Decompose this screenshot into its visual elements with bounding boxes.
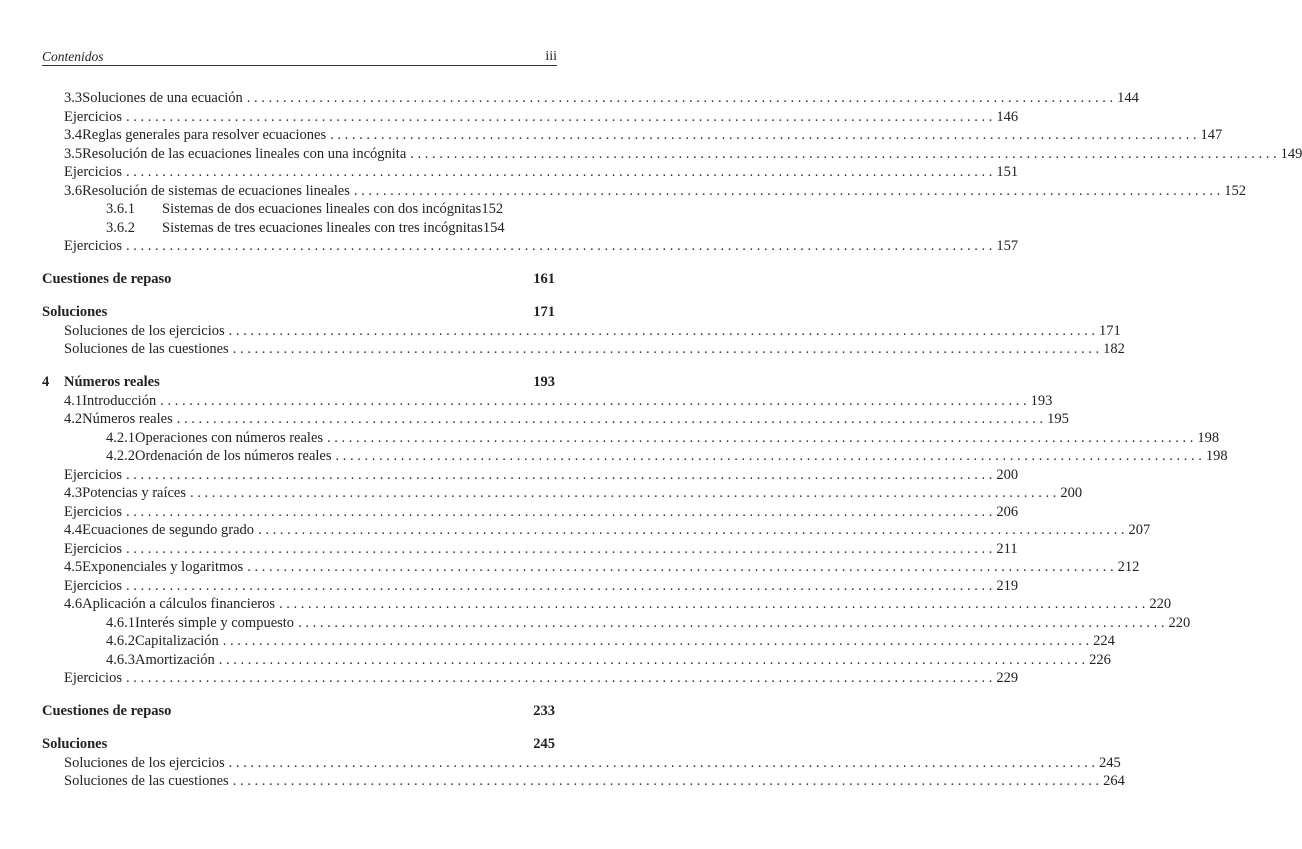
dot-leader: . . . . . . . . . . . . . . . . . . . . . . . . . . . . . . . . . . . . . . . . . . . . . . . . . . . . . . . . . . . . . . . . . . . . . . . . . . . . . . . . . . . . . . . . . . . . . . . . . . . . . . . . . . . . . . . . . . . . . . . . (125, 503, 993, 520)
dot-leader: . . . . . . . . . . . . . . . . . . . . . . . . . . . . . . . . . . . . . . . . . . . . . . . . . . . . . . . . . . . . . . . . . . . . . . . . . . . . . . . . . . . . . . . . . . . . . . . . . . . . . . . . . . . . . . . . . . . . . . . . (125, 466, 993, 483)
page-number: 207 (1128, 522, 1151, 538)
entry-title: Resolución de las ecuaciones lineales con una incógnita (82, 145, 407, 162)
toc-entry[interactable] (42, 447, 1228, 466)
page-number: 245 (533, 736, 555, 752)
page-number: 226 (1089, 651, 1111, 668)
section-number: 4.6 (64, 596, 83, 612)
page-number: 151 (996, 164, 1019, 180)
entry-title: Introducción (82, 392, 157, 409)
entry-title: Soluciones de los ejercicios (64, 322, 225, 339)
page-number: 224 (1093, 633, 1115, 649)
dot-leader: . . . . . . . . . . . . . . . . . . . . . . . . . . . . . . . . . . . . . . . . . . . . . . . . . . . . . . . . . . . . . . . . . . . . . . . . . . . . . . . . . . . . . . . . . . . . . . . . . . . . . . . . . . . . . . . . . . . . . . . . (278, 596, 1146, 612)
toc-entry[interactable] (42, 182, 1247, 201)
page-number: 195 (1047, 411, 1069, 427)
dot-leader: . . . . . . . . . . . . . . . . . . . . . . . . . . . . . . . . . . . . . . . . . . . . . . . . . . . . . . . . . . . . . . . . . . . . . . . . . . . . . . . . . . . . . . . . . . . . . . . . . . . . . . . . . . . . . . . . . . . . . . . . (228, 754, 1096, 771)
page-number: 200 (996, 466, 1019, 483)
dot-leader: . . . . . . . . . . . . . . . . . . . . . . . . . . . . . . . . . . . . . . . . . . . . . . . . . . . . . . . . . . . . . . . . . . . . . . . . . . . . . . . . . . . . . . . . . . . . . . . . . . . . . . . . . . . . . . . . . . . . . . . . (190, 485, 1057, 501)
dot-leader: . . . . . . . . . . . . . . . . . . . . . . . . . . . . . . . . . . . . . . . . . . . . . . . . . . . . . . . . . . . . . . . . . . . . . . . . . . . . . . . . . . . . . . . . . . . . . . . . . . . . . . . . . . . . . . . . . . . . . . . . (176, 411, 1044, 427)
page-number: 171 (1099, 322, 1121, 339)
entry-title: Soluciones (42, 304, 108, 320)
dot-leader: . . . . . . . . . . . . . . . . . . . . . . . . . . . . . . . . . . . . . . . . . . . . . . . . . . . . . . . . . . . . . . . . . . . . . . . . . . . . . . . . . . . . . . . . . . . . . . . . . . . . . . . . . . . . . . . . . . . . . . . . (125, 540, 993, 557)
dot-leader: . . . . . . . . . . . . . . . . . . . . . . . . . . . . . . . . . . . . . . . . . . . . . . . . . . . . . . . . . . . . . . . . . . . . . . . . . . . . . . . . . . . . . . . . . . . . . . . . . . . . . . . . . . . . . . . . . . . . . . . . (222, 633, 1090, 649)
toc-entry[interactable] (42, 614, 1191, 633)
toc-entry[interactable] (42, 219, 555, 238)
entry-title: Ejercicios (64, 503, 122, 520)
page-number: 161 (533, 271, 555, 287)
section-number: 4.3 (64, 485, 83, 501)
dot-leader: . . . . . . . . . . . . . . . . . . . . . . . . . . . . . . . . . . . . . . . . . . . . . . . . . . . . . . . . . . . . . . . . . . . . . . . . . . . . . . . . . . . . . . . . . . . . . . . . . . . . . . . . . . . . . . . . . . . . . . . . (232, 341, 1100, 357)
page-number: 152 (481, 201, 504, 217)
entry-title: Ordenación de los números reales (135, 448, 332, 464)
table-of-contents (42, 89, 1302, 791)
entry-title: Reglas generales para resolver ecuaciones (82, 127, 327, 143)
toc-entry[interactable] (42, 669, 1019, 688)
dot-leader: . . . . . . . . . . . . . . . . . . . . . . . . . . . . . . . . . . . . . . . . . . . . . . . . . . . . . . . . . . . . . . . . . . . . . . . . . . . . . . . . . . . . . . . . . . . . . . . . . . . . . . . . . . . . . . . . . . . . . . . . (232, 773, 1100, 789)
entry-title: Exponenciales y logaritmos (82, 559, 244, 575)
section-number: 4.2.1 (106, 429, 135, 446)
toc-chapter-heading[interactable] (42, 373, 555, 392)
toc-entry[interactable] (42, 772, 1125, 791)
toc-entry[interactable] (42, 754, 1121, 773)
toc-entry[interactable] (42, 108, 1019, 127)
section-number: 4.2 (64, 411, 83, 427)
entry-title: Soluciones de los ejercicios (64, 754, 225, 771)
entry-title: Números reales (64, 374, 160, 390)
page-number: 193 (533, 374, 555, 390)
toc-entry[interactable] (42, 410, 1069, 429)
dot-leader: . . . . . . . . . . . . . . . . . . . . . . . . . . . . . . . . . . . . . . . . . . . . . . . . . . . . . . . . . . . . . . . . . . . . . . . . . . . . . . . . . . . . . . . . . . . . . . . . . . . . . . . . . . . . . . . . . . . . . . . . (160, 392, 1027, 409)
entry-title: Soluciones de una ecuación (82, 90, 243, 106)
page-number: 152 (1224, 182, 1247, 199)
entry-title: Cuestiones de repaso (42, 703, 172, 719)
page-number: 220 (1149, 596, 1172, 612)
page-number: 233 (533, 703, 555, 719)
page-number: 157 (996, 238, 1019, 254)
page-number: 182 (1103, 341, 1125, 357)
dot-leader: . . . . . . . . . . . . . . . . . . . . . . . . . . . . . . . . . . . . . . . . . . . . . . . . . . . . . . . . . . . . . . . . . . . . . . . . . . . . . . . . . . . . . . . . . . . . . . . . . . . . . . . . . . . . . . . . . . . . . . . . (125, 238, 993, 254)
page-number: 220 (1168, 614, 1191, 631)
section-number: 4.4 (64, 522, 83, 538)
section-number: 4.6.3 (106, 651, 135, 668)
dot-leader: . . . . . . . . . . . . . . . . . . . . . . . . . . . . . . . . . . . . . . . . . . . . . . . . . . . . . . . . . . . . . . . . . . . . . . . . . . . . . . . . . . . . . . . . . . . . . . . . . . . . . . . . . . . . . . . . . . . . . . . . (410, 145, 1277, 162)
header-page-number: iii (545, 49, 557, 64)
page-number: 149 (1280, 145, 1302, 162)
entry-title: Ejercicios (64, 540, 122, 557)
entry-title: Sistemas de tres ecuaciones lineales con tres incógnitas (162, 219, 483, 236)
toc-entry[interactable] (42, 237, 1019, 256)
toc-entry[interactable] (42, 540, 1018, 559)
page-number: 146 (996, 108, 1019, 125)
dot-leader: . . . . . . . . . . . . . . . . . . . . . . . . . . . . . . . . . . . . . . . . . . . . . . . . . . . . . . . . . . . . . . . . . . . . . . . . . . . . . . . . . . . . . . . . . . . . . . . . . . . . . . . . . . . . . . . . . . . . . . . . (218, 651, 1086, 668)
entry-title: Ecuaciones de segundo grado (82, 522, 255, 538)
dot-leader: . . . . . . . . . . . . . . . . . . . . . . . . . . . . . . . . . . . . . . . . . . . . . . . . . . . . . . . . . . . . . . . . . . . . . . . . . . . . . . . . . . . . . . . . . . . . . . . . . . . . . . . . . . . . . . . . . . . . . . . . (125, 577, 993, 594)
entry-title: Sistemas de dos ecuaciones lineales con dos incógnitas (162, 201, 482, 217)
section-number: 3.6.1 (106, 201, 135, 217)
toc-entry[interactable] (42, 484, 1083, 503)
toc-entry[interactable] (42, 651, 1111, 670)
section-number: 4.2.2 (106, 448, 135, 464)
section-number: 4.6.2 (106, 633, 135, 649)
entry-title: Soluciones (42, 736, 108, 752)
entry-title: Números reales (82, 411, 173, 427)
section-number: 4.5 (64, 559, 83, 575)
toc-entry[interactable] (42, 558, 1140, 577)
dot-leader: . . . . . . . . . . . . . . . . . . . . . . . . . . . . . . . . . . . . . . . . . . . . . . . . . . . . . . . . . . . . . . . . . . . . . . . . . . . . . . . . . . . . . . . . . . . . . . . . . . . . . . . . . . . . . . . . . . . . . . . . (125, 670, 993, 686)
dot-leader: . . . . . . . . . . . . . . . . . . . . . . . . . . . . . . . . . . . . . . . . . . . . . . . . . . . . . . . . . . . . . . . . . . . . . . . . . . . . . . . . . . . . . . . . . . . . . . . . . . . . . . . . . . . . . . . . . . . . . . . . (247, 559, 1114, 575)
page-number: 200 (1060, 485, 1083, 501)
page-number: 212 (1117, 559, 1140, 575)
section-number: 3.6.2 (106, 219, 135, 236)
page-number: 198 (1205, 448, 1228, 464)
page-number: 211 (996, 540, 1018, 557)
entry-title: Aplicación a cálculos financieros (82, 596, 275, 612)
toc-entry[interactable] (42, 340, 1125, 359)
dot-leader: . . . . . . . . . . . . . . . . . . . . . . . . . . . . . . . . . . . . . . . . . . . . . . . . . . . . . . . . . . . . . . . . . . . . . . . . . . . . . . . . . . . . . . . . . . . . . . . . . . . . . . . . . . . . . . . . . . . . . . . . (125, 164, 993, 180)
entry-title: Ejercicios (64, 670, 122, 686)
toc-chapter-heading[interactable] (42, 303, 555, 322)
entry-title: Amortización (135, 651, 215, 668)
toc-entry[interactable] (42, 466, 1019, 485)
dot-leader: . . . . . . . . . . . . . . . . . . . . . . . . . . . . . . . . . . . . . . . . . . . . . . . . . . . . . . . . . . . . . . . . . . . . . . . . . . . . . . . . . . . . . . . . . . . . . . . . . . . . . . . . . . . . . . . . . . . . . . . . (327, 429, 1194, 446)
toc-chapter-heading[interactable] (42, 270, 555, 289)
page-number: 193 (1030, 392, 1053, 409)
section-number: 3.5 (64, 145, 83, 162)
toc-chapter-heading[interactable] (42, 735, 555, 754)
page-number: 144 (1117, 90, 1139, 106)
section-number: 3.3 (64, 90, 83, 106)
dot-leader: . . . . . . . . . . . . . . . . . . . . . . . . . . . . . . . . . . . . . . . . . . . . . . . . . . . . . . . . . . . . . . . . . . . . . . . . . . . . . . . . . . . . . . . . . . . . . . . . . . . . . . . . . . . . . . . . . . . . . . . . (353, 182, 1221, 199)
page-number: 229 (996, 670, 1019, 686)
toc-entry[interactable] (42, 503, 1019, 522)
entry-title: Ejercicios (64, 577, 122, 594)
dot-leader: . . . . . . . . . . . . . . . . . . . . . . . . . . . . . . . . . . . . . . . . . . . . . . . . . . . . . . . . . . . . . . . . . . . . . . . . . . . . . . . . . . . . . . . . . . . . . . . . . . . . . . . . . . . . . . . . . . . . . . . . (330, 127, 1197, 143)
page-number: 245 (1099, 754, 1121, 771)
entry-title: Cuestiones de repaso (42, 271, 172, 287)
entry-title: Resolución de sistemas de ecuaciones lineales (82, 182, 350, 199)
running-header (42, 46, 557, 66)
entry-title: Soluciones de las cuestiones (64, 773, 229, 789)
section-number: 3.4 (64, 127, 83, 143)
header-title: Contenidos (42, 49, 104, 64)
dot-leader: . . . . . . . . . . . . . . . . . . . . . . . . . . . . . . . . . . . . . . . . . . . . . . . . . . . . . . . . . . . . . . . . . . . . . . . . . . . . . . . . . . . . . . . . . . . . . . . . . . . . . . . . . . . . . . . . . . . . . . . . (125, 108, 993, 125)
section-number: 4.1 (64, 392, 83, 409)
dot-leader: . . . . . . . . . . . . . . . . . . . . . . . . . . . . . . . . . . . . . . . . . . . . . . . . . . . . . . . . . . . . . . . . . . . . . . . . . . . . . . . . . . . . . . . . . . . . . . . . . . . . . . . . . . . . . . . . . . . . . . . . (258, 522, 1125, 538)
page-number: 198 (1197, 429, 1220, 446)
page-number: 219 (996, 577, 1019, 594)
entry-title: Interés simple y compuesto (135, 614, 295, 631)
entry-title: Capitalización (135, 633, 219, 649)
toc-entry[interactable] (42, 429, 1220, 448)
entry-title: Soluciones de las cuestiones (64, 341, 229, 357)
toc-entry[interactable] (42, 126, 1223, 145)
page-number: 154 (482, 219, 505, 236)
entry-title: Ejercicios (64, 164, 122, 180)
page-number: 147 (1200, 127, 1223, 143)
entry-title: Ejercicios (64, 108, 122, 125)
toc-entry[interactable] (42, 163, 1019, 182)
toc-entry[interactable] (42, 392, 1053, 411)
entry-title: Potencias y raíces (82, 485, 187, 501)
toc-entry[interactable] (42, 595, 1172, 614)
dot-leader: . . . . . . . . . . . . . . . . . . . . . . . . . . . . . . . . . . . . . . . . . . . . . . . . . . . . . . . . . . . . . . . . . . . . . . . . . . . . . . . . . . . . . . . . . . . . . . . . . . . . . . . . . . . . . . . . . . . . . . . . (335, 448, 1202, 464)
toc-entry[interactable] (42, 200, 555, 219)
toc-chapter-heading[interactable] (42, 702, 555, 721)
toc-entry[interactable] (42, 322, 1121, 341)
toc-entry[interactable] (42, 521, 1151, 540)
toc-entry[interactable] (42, 89, 1139, 108)
dot-leader: . . . . . . . . . . . . . . . . . . . . . . . . . . . . . . . . . . . . . . . . . . . . . . . . . . . . . . . . . . . . . . . . . . . . . . . . . . . . . . . . . . . . . . . . . . . . . . . . . . . . . . . . . . . . . . . . . . . . . . . . (246, 90, 1114, 106)
entry-title: Ejercicios (64, 466, 122, 483)
section-number: 3.6 (64, 182, 83, 199)
section-number: 4.6.1 (106, 614, 135, 631)
entry-title: Ejercicios (64, 238, 122, 254)
toc-entry[interactable] (42, 577, 1019, 596)
dot-leader: . . . . . . . . . . . . . . . . . . . . . . . . . . . . . . . . . . . . . . . . . . . . . . . . . . . . . . . . . . . . . . . . . . . . . . . . . . . . . . . . . . . . . . . . . . . . . . . . . . . . . . . . . . . . . . . . . . . . . . . . (228, 322, 1096, 339)
section-number: 4 (42, 374, 50, 390)
dot-leader: . . . . . . . . . . . . . . . . . . . . . . . . . . . . . . . . . . . . . . . . . . . . . . . . . . . . . . . . . . . . . . . . . . . . . . . . . . . . . . . . . . . . . . . . . . . . . . . . . . . . . . . . . . . . . . . . . . . . . . . . (298, 614, 1165, 631)
page-number: 264 (1103, 773, 1125, 789)
toc-entry[interactable] (42, 632, 1115, 651)
toc-entry[interactable] (42, 145, 1302, 164)
page-number: 206 (996, 503, 1019, 520)
page-number: 171 (533, 304, 555, 320)
entry-title: Operaciones con números reales (135, 429, 324, 446)
